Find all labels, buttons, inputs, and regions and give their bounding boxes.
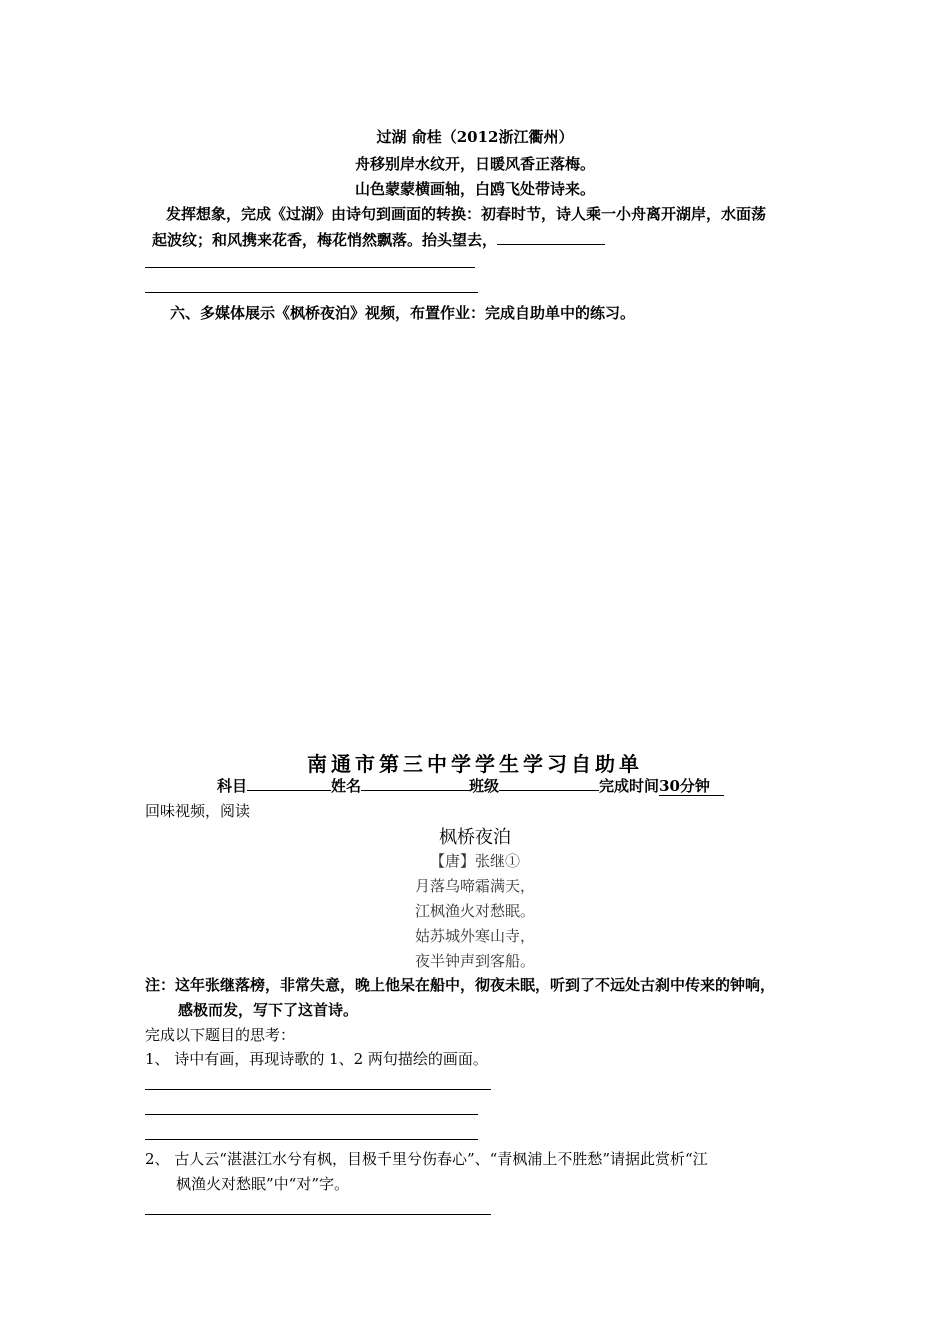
class-blank: [499, 776, 599, 791]
note-line-1: 注：这年张继落榜，非常失意，晚上他呆在船中，彻夜未眠，听到了不远处古刹中传来的钟响，: [145, 976, 776, 994]
sheet-info-row: [217, 775, 724, 796]
task-line-1: 发挥想象，完成《过湖》由诗句到画面的转换：初春时节，诗人乘一小舟离开湖岸，水面荡: [166, 205, 767, 223]
subject-blank: [247, 776, 331, 791]
class-label: 班级: [469, 777, 500, 795]
sheet-title: 南通市第三中学学生学习自助单: [307, 752, 643, 776]
poem-guohu-line-1: 舟移别岸水纹开，日暖风香正落梅。: [354, 155, 595, 173]
name-blank: [361, 776, 469, 791]
poem-line-4: 夜半钟声到客船。: [414, 952, 535, 970]
poem-author: 【唐】张继①: [429, 852, 520, 870]
step-six-text: 六、多媒体展示《枫桥夜泊》视频，布置作业：完成自助单中的练习。: [170, 304, 636, 322]
subject-label: 科目: [217, 777, 248, 795]
question-2-line-1: 2、 古人云“湛湛江水兮有枫，目极千里兮伤春心”、“青枫浦上不胜愁”请据此赏析“江: [145, 1150, 708, 1168]
poem-guohu-line-2: 山色蒙蒙横画轴，白鸥飞处带诗来。: [354, 180, 595, 198]
poem-title: 枫桥夜泊: [439, 827, 511, 848]
questions-intro: 完成以下题目的思考：: [145, 1026, 296, 1044]
question-1: 1、 诗中有画，再现诗歌的 1、2 两句描绘的画面。: [145, 1050, 488, 1068]
answer-line: [145, 1139, 478, 1140]
task-line-2-text: 起波纹；和风携来花香，梅花悄然飘落。抬头望去，: [152, 231, 498, 249]
poem-line-1: 月落乌啼霜满天，: [414, 877, 535, 895]
poem-line-2: 江枫渔火对愁眠。: [414, 902, 535, 920]
answer-line: [145, 292, 478, 293]
answer-line: [145, 267, 475, 268]
note-line-2: 感极而发，写下了这首诗。: [178, 1001, 359, 1019]
poem-guohu-title: 过湖 俞桂（2012浙江衢州）: [376, 128, 574, 146]
answer-blank-inline: [497, 230, 605, 245]
name-label: 姓名: [331, 777, 362, 795]
task-line-2: [152, 229, 605, 250]
sheet-intro: 回味视频，阅读: [145, 802, 251, 820]
time-value: 30分钟: [659, 777, 724, 796]
answer-line: [145, 1089, 491, 1090]
question-2-line-2: 枫渔火对愁眠”中“对”字。: [176, 1175, 350, 1193]
poem-line-3: 姑苏城外寒山寺，: [414, 927, 535, 945]
time-label: 完成时间: [599, 777, 660, 795]
answer-line: [145, 1114, 478, 1115]
answer-line: [145, 1214, 491, 1215]
